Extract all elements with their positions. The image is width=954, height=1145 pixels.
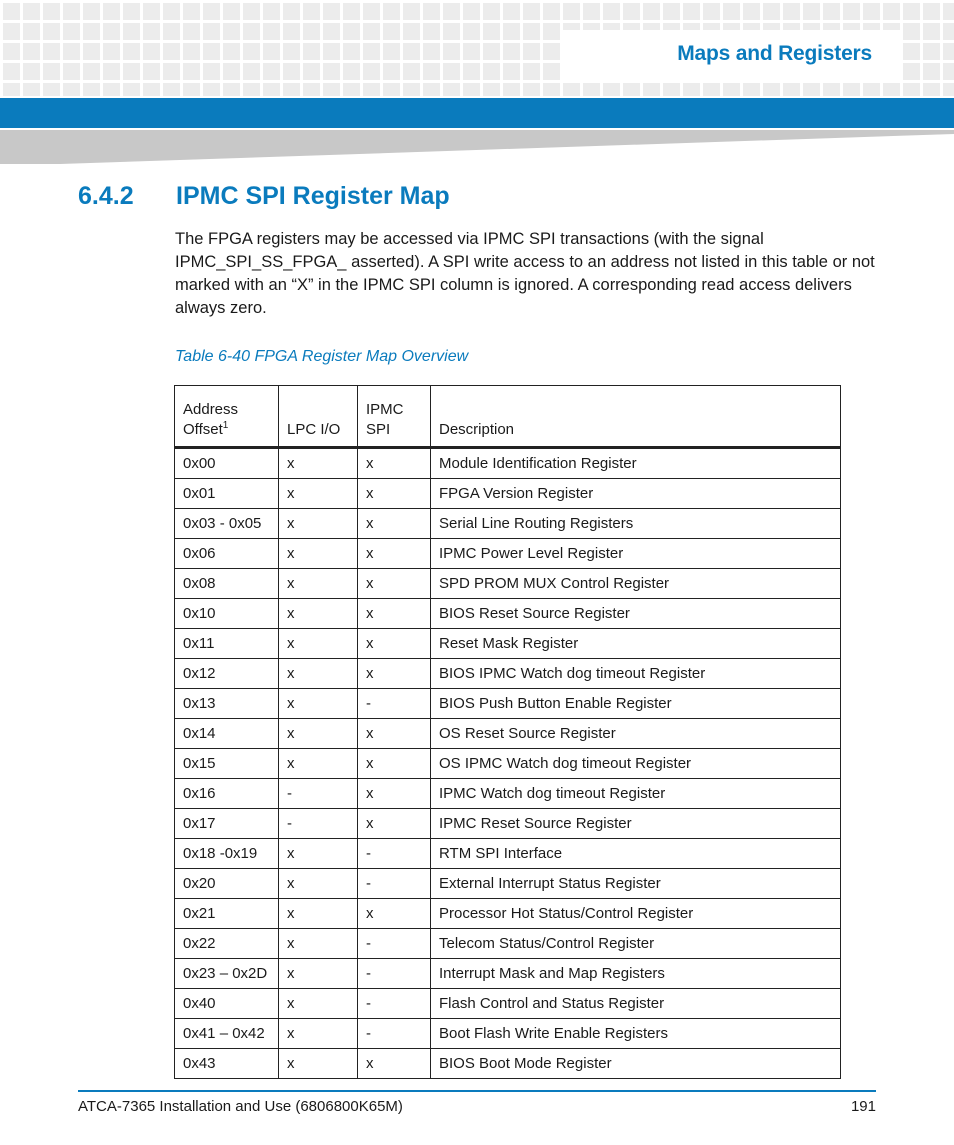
description-cell: OS IPMC Watch dog timeout Register <box>431 749 841 779</box>
table-row <box>175 569 841 599</box>
lpc-io-cell: x <box>279 509 358 539</box>
lpc-io-cell: x <box>279 869 358 899</box>
ipmc-spi-cell: x <box>358 599 431 629</box>
description-cell: Flash Control and Status Register <box>431 989 841 1019</box>
description-cell: BIOS IPMC Watch dog timeout Register <box>431 659 841 689</box>
ipmc-spi-cell: x <box>358 569 431 599</box>
address-cell: 0x11 <box>175 629 279 659</box>
table-row <box>175 1019 841 1049</box>
description-cell: Telecom Status/Control Register <box>431 929 841 959</box>
ipmc-spi-cell: x <box>358 448 431 479</box>
ipmc-spi-cell: x <box>358 809 431 839</box>
header-address-line1: Address <box>183 401 239 418</box>
lpc-io-cell: - <box>279 809 358 839</box>
page-title <box>78 182 450 211</box>
ipmc-spi-cell: x <box>358 1049 431 1079</box>
table-row <box>175 599 841 629</box>
table-row <box>175 539 841 569</box>
address-cell: 0x15 <box>175 749 279 779</box>
table-row <box>175 479 841 509</box>
description-cell: BIOS Boot Mode Register <box>431 1049 841 1079</box>
ipmc-spi-cell: - <box>358 839 431 869</box>
ipmc-spi-cell: x <box>358 899 431 929</box>
table-body <box>175 448 841 1079</box>
lpc-io-cell: x <box>279 479 358 509</box>
address-cell: 0x22 <box>175 929 279 959</box>
ipmc-spi-cell: x <box>358 749 431 779</box>
ipmc-spi-cell: - <box>358 989 431 1019</box>
lpc-io-cell: x <box>279 599 358 629</box>
lpc-io-cell: x <box>279 719 358 749</box>
table-row <box>175 809 841 839</box>
table-header-row <box>175 386 841 448</box>
lpc-io-cell: x <box>279 539 358 569</box>
header-address-line2: Offset <box>183 421 223 438</box>
lpc-io-cell: x <box>279 989 358 1019</box>
address-cell: 0x01 <box>175 479 279 509</box>
footer-rule <box>78 1090 876 1092</box>
ipmc-spi-cell: - <box>358 929 431 959</box>
description-cell: External Interrupt Status Register <box>431 869 841 899</box>
address-cell: 0x06 <box>175 539 279 569</box>
ipmc-spi-cell: x <box>358 719 431 749</box>
header-band <box>0 98 954 128</box>
ipmc-spi-cell: - <box>358 689 431 719</box>
address-cell: 0x18 -0x19 <box>175 839 279 869</box>
lpc-io-cell: x <box>279 899 358 929</box>
description-cell: Processor Hot Status/Control Register <box>431 899 841 929</box>
description-cell: BIOS Reset Source Register <box>431 599 841 629</box>
description-cell: Module Identification Register <box>431 448 841 479</box>
table-row <box>175 899 841 929</box>
ipmc-spi-cell: - <box>358 959 431 989</box>
table-row <box>175 959 841 989</box>
header-wedge <box>0 130 954 164</box>
ipmc-spi-cell: x <box>358 509 431 539</box>
description-cell: OS Reset Source Register <box>431 719 841 749</box>
description-cell: Serial Line Routing Registers <box>431 509 841 539</box>
description-cell: Reset Mask Register <box>431 629 841 659</box>
table-row <box>175 509 841 539</box>
address-cell: 0x14 <box>175 719 279 749</box>
address-cell: 0x40 <box>175 989 279 1019</box>
lpc-io-cell: x <box>279 839 358 869</box>
lpc-io-cell: x <box>279 569 358 599</box>
lpc-io-cell: x <box>279 1019 358 1049</box>
lpc-io-cell: x <box>279 689 358 719</box>
address-cell: 0x21 <box>175 899 279 929</box>
description-cell: IPMC Watch dog timeout Register <box>431 779 841 809</box>
lpc-io-cell: x <box>279 659 358 689</box>
description-cell: FPGA Version Register <box>431 479 841 509</box>
ipmc-spi-cell: x <box>358 479 431 509</box>
description-cell: Boot Flash Write Enable Registers <box>431 1019 841 1049</box>
table-row <box>175 719 841 749</box>
ipmc-spi-cell: - <box>358 869 431 899</box>
table-caption: Table 6-40 FPGA Register Map Overview <box>175 348 469 365</box>
lpc-io-cell: x <box>279 929 358 959</box>
table-row <box>175 689 841 719</box>
header-description: Description <box>431 386 841 448</box>
ipmc-spi-cell: x <box>358 659 431 689</box>
table-row <box>175 869 841 899</box>
page-number: 191 <box>850 1098 876 1115</box>
address-cell: 0x16 <box>175 779 279 809</box>
register-map-table <box>174 385 841 1079</box>
section-header: Maps and Registers <box>677 42 872 65</box>
address-cell: 0x13 <box>175 689 279 719</box>
description-cell: BIOS Push Button Enable Register <box>431 689 841 719</box>
description-cell: RTM SPI Interface <box>431 839 841 869</box>
ipmc-spi-cell: x <box>358 629 431 659</box>
lpc-io-cell: x <box>279 448 358 479</box>
table-row <box>175 839 841 869</box>
address-cell: 0x00 <box>175 448 279 479</box>
description-cell: Interrupt Mask and Map Registers <box>431 959 841 989</box>
lpc-io-cell: x <box>279 749 358 779</box>
address-cell: 0x10 <box>175 599 279 629</box>
header-address-offset <box>175 386 279 448</box>
address-cell: 0x12 <box>175 659 279 689</box>
table-row <box>175 448 841 479</box>
ipmc-spi-cell: x <box>358 539 431 569</box>
address-cell: 0x41 – 0x42 <box>175 1019 279 1049</box>
ipmc-spi-cell: x <box>358 779 431 809</box>
address-cell: 0x03 - 0x05 <box>175 509 279 539</box>
table-row <box>175 929 841 959</box>
description-cell: SPD PROM MUX Control Register <box>431 569 841 599</box>
intro-paragraph: The FPGA registers may be accessed via IPMC SPI transactions (with the signal IPMC_SPI_SS_FPGA_ asserted). A SPI write access to an address not listed in this table or not marked with an “X” in the IPMC SPI column is ignored. A corresponding read access delivers always zero. <box>175 230 875 317</box>
address-cell: 0x43 <box>175 1049 279 1079</box>
header-ipmc-line2: SPI <box>366 421 391 438</box>
footnote-marker: 1 <box>222 420 229 431</box>
lpc-io-cell: x <box>279 959 358 989</box>
description-cell: IPMC Reset Source Register <box>431 809 841 839</box>
header-ipmc-line1: IPMC <box>366 401 404 418</box>
table-row <box>175 659 841 689</box>
header-ipmc-spi <box>358 386 431 448</box>
address-cell: 0x23 – 0x2D <box>175 959 279 989</box>
address-cell: 0x17 <box>175 809 279 839</box>
lpc-io-cell: x <box>279 629 358 659</box>
description-cell: IPMC Power Level Register <box>431 539 841 569</box>
address-cell: 0x08 <box>175 569 279 599</box>
section-number: 6.4.2 <box>78 182 134 210</box>
table-row <box>175 749 841 779</box>
table-row <box>175 989 841 1019</box>
section-title: IPMC SPI Register Map <box>176 182 450 210</box>
address-cell: 0x20 <box>175 869 279 899</box>
table-row <box>175 779 841 809</box>
header-lpc-io: LPC I/O <box>279 386 358 448</box>
table-row <box>175 629 841 659</box>
lpc-io-cell: x <box>279 1049 358 1079</box>
footer-document-title: ATCA-7365 Installation and Use (6806800K65M) <box>78 1098 403 1115</box>
table-row <box>175 1049 841 1079</box>
lpc-io-cell: - <box>279 779 358 809</box>
ipmc-spi-cell: - <box>358 1019 431 1049</box>
